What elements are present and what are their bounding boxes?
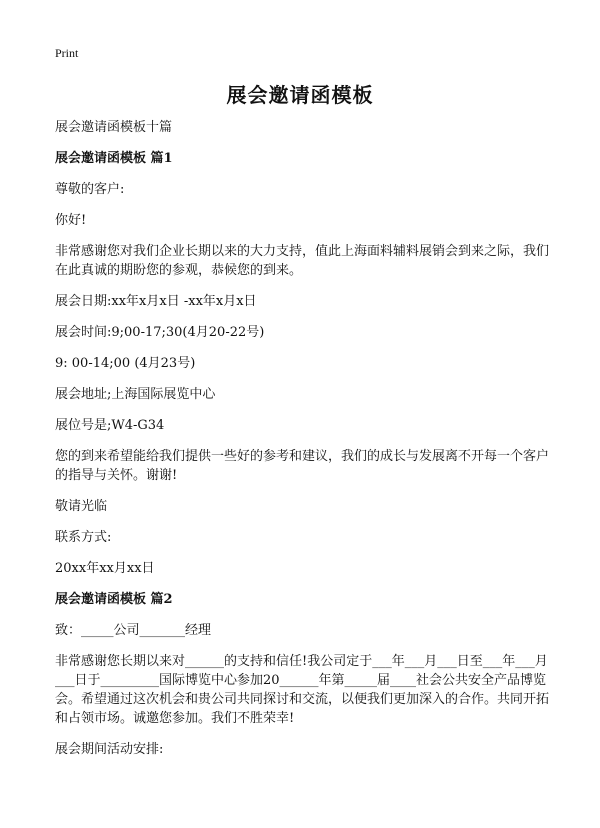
- intro-line: 展会邀请函模板十篇: [55, 120, 173, 135]
- exhibition-date: 展会日期:xx年x月x日 -xx年x月x日: [55, 294, 257, 309]
- section-2-heading: 展会邀请函模板 篇2: [55, 592, 173, 607]
- document-body: [55, 118, 555, 771]
- invitation-body: 非常感谢您对我们企业长期以来的大力支持，值此上海面料辅料展销会到来之际，我们在此真诚的期盼您的参观，恭候您的到来。: [55, 244, 550, 278]
- to-line: 致：_____公司_______经理: [55, 623, 212, 638]
- welcome-line: 敬请光临: [55, 499, 108, 514]
- sign-date: 20xx年xx月xx日: [55, 561, 155, 576]
- schedule-line: 展会期间活动安排:: [55, 742, 164, 757]
- invitation-body-2: 非常感谢您长期以来对______的支持和信任!我公司定于___年___月___日至___年___月___日于_________国际博览中心参加20______年第_____届____社会公共安全产品博览会。希望通过这次机会和贵公司共同探讨和交流，以便我们更加深入的合作。共同开拓和占领市场。诚邀您参加。我们不胜荣幸!: [55, 654, 550, 726]
- booth-number: 展位号是;W4-G34: [55, 418, 165, 433]
- greeting: 尊敬的客户:: [55, 182, 125, 197]
- page-title: 展会邀请函模板: [226, 83, 374, 107]
- contact-line: 联系方式:: [55, 530, 112, 545]
- print-label: Print: [55, 46, 79, 60]
- exhibition-address: 展会地址;上海国际展览中心: [55, 387, 216, 402]
- exhibition-time-1: 展会时间:9;00-17;30(4月20-22号): [55, 325, 265, 340]
- closing-paragraph: 您的到来希望能给我们提供一些好的参考和建议，我们的成长与发展离不开每一个客户的指导与关怀。谢谢!: [55, 449, 550, 483]
- exhibition-time-2: 9: 00-14;00 (4月23号): [55, 356, 196, 371]
- hello-line: 你好!: [55, 213, 87, 228]
- section-1-heading: 展会邀请函模板 篇1: [55, 151, 173, 166]
